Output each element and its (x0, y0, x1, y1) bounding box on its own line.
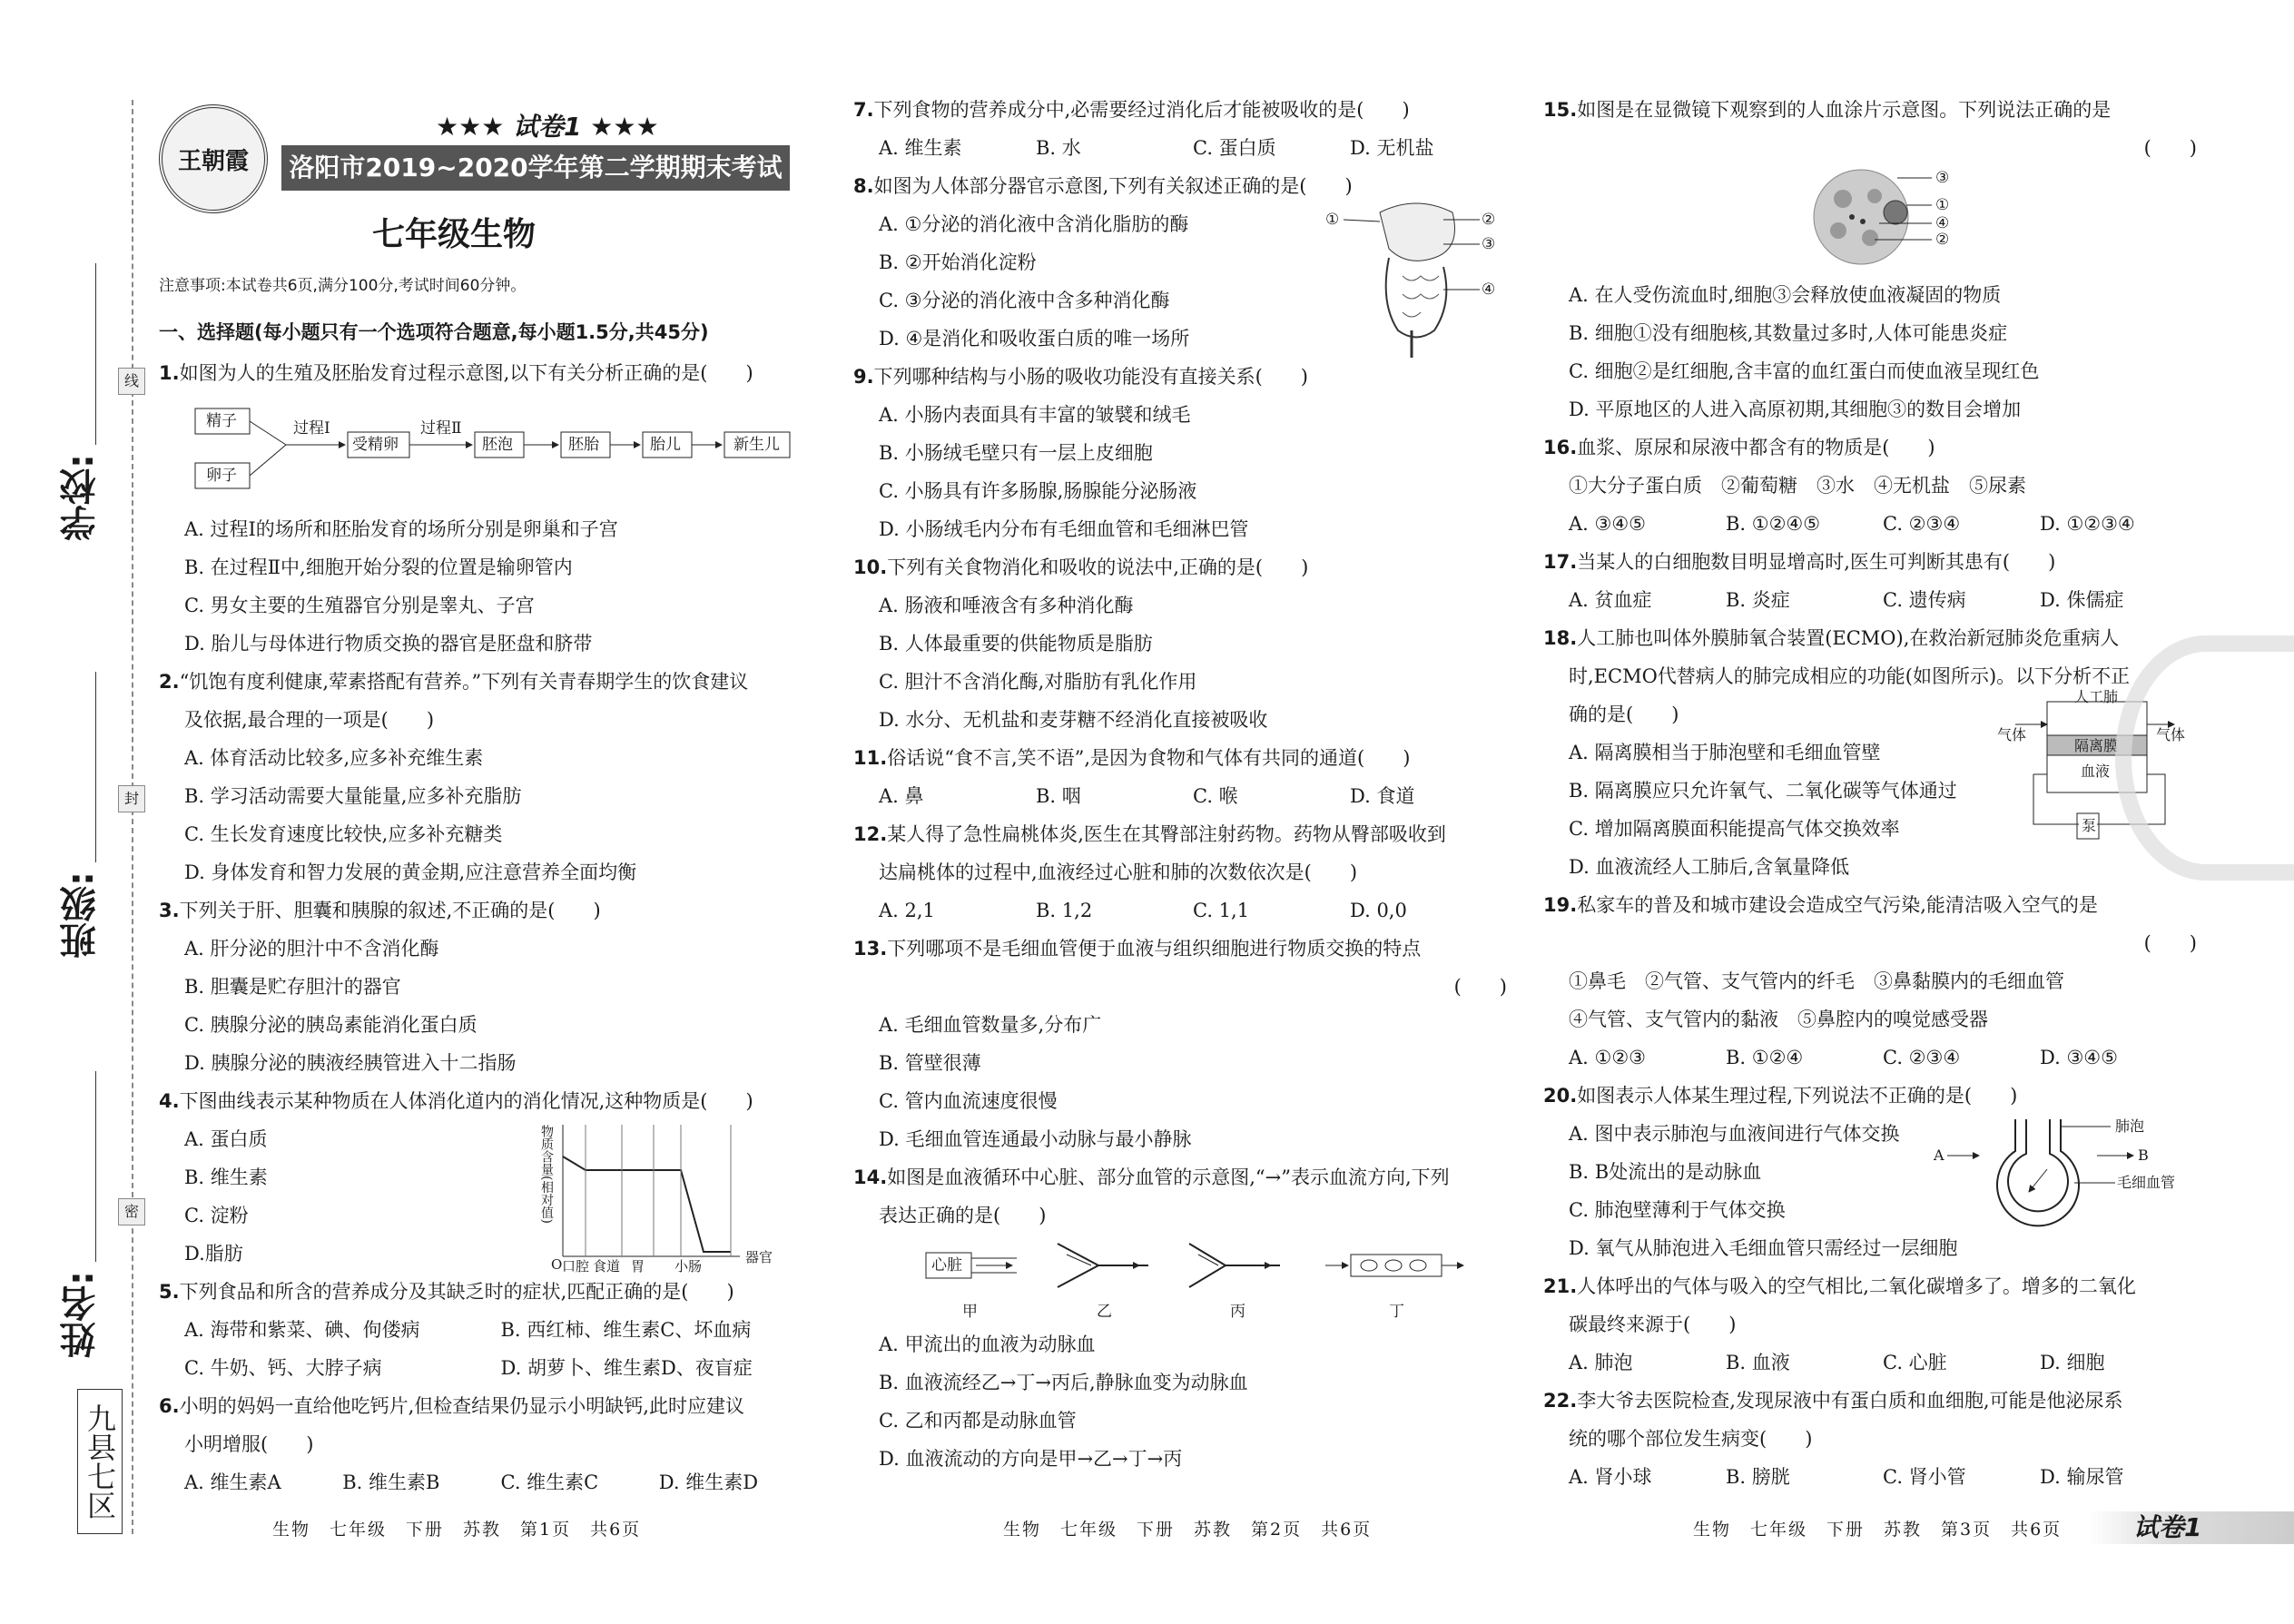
q20-option-a: A. 图中表示肺泡与血液间进行气体交换 (1569, 1123, 1900, 1145)
q8-option-a: A. ①分泌的消化液中含消化脂肪的酶 (879, 213, 1189, 235)
q2-stem-cont: 及依据,最合理的一项是( ) (184, 709, 435, 731)
q19-option-b: B. ①②④ (1726, 1047, 1804, 1068)
q4-option-b: B. 维生素 (184, 1166, 268, 1188)
q2-option-c: C. 生长发育速度比较快,应多补充糖类 (184, 823, 503, 845)
class-line (95, 672, 96, 862)
q10-option-a: A. 肠液和唾液含有多种消化酶 (879, 595, 1134, 616)
school-line (95, 263, 96, 445)
question-12: 12.某人得了急性扁桃体炎,医生在其臀部注射药物。药物从臀部吸收到 (853, 823, 1446, 845)
question-1: 1.如图为人的生殖及胚胎发育过程示意图,以下有关分析正确的是( ) (159, 362, 753, 384)
q8-figure (1325, 194, 1507, 362)
q18-option-a: A. 隔离膜相当于肺泡壁和毛细血管壁 (1569, 742, 1881, 763)
q6-option-a: A. 维生素A (184, 1471, 281, 1493)
q4-ylabel: 物质含量(相对值) (539, 1125, 554, 1224)
q13-paren: ( ) (1453, 976, 1507, 998)
question-18: 18.人工肺也叫体外膜肺氧合装置(ECMO),在救治新冠肺炎危重病人 (1543, 627, 2120, 649)
q4-x-stomach: 胃 (631, 1258, 645, 1275)
fig-newborn: 新生儿 (733, 436, 780, 454)
question-22: 22.李大爷去医院检查,发现尿液中有蛋白质和血细胞,可能是他泌尿系 (1543, 1390, 2123, 1412)
notice: 注意事项:本试卷共6页,满分100分,考试时间60分钟。 (159, 277, 527, 295)
name-label: 姓名: (60, 1271, 102, 1358)
name-line (95, 1071, 96, 1262)
q10-option-b: B. 人体最重要的供能物质是脂肪 (879, 633, 1153, 655)
question-19: 19.私家车的普及和城市建设会造成空气污染,能清洁吸入空气的是 (1543, 894, 2098, 916)
q13-option-d: D. 毛细血管连通最小动脉与最小静脉 (879, 1128, 1192, 1150)
question-20: 20.如图表示人体某生理过程,下列说法不正确的是( ) (1543, 1085, 2018, 1107)
q16-option-c: C. ②③④ (1883, 513, 1961, 535)
question-15: 15.如图是在显微镜下观察到的人血涂片示意图。下列说法正确的是 (1543, 99, 2112, 121)
q18-option-c: C. 增加隔离膜面积能提高气体交换效率 (1569, 818, 1900, 840)
question-16: 16.血浆、原尿和尿液中都含有的物质是( ) (1543, 437, 1935, 458)
column-3 (1543, 91, 2197, 1496)
question-14: 14.如图是血液循环中心脏、部分血管的示意图,“→”表示血流方向,下列 (853, 1166, 1450, 1188)
q12-option-a: A. 2,1 (879, 900, 935, 921)
q6-option-d: D. 维生素D (658, 1471, 759, 1493)
q6-option-b: B. 维生素B (342, 1471, 440, 1493)
q8-option-d: D. ④是消化和吸收蛋白质的唯一场所 (879, 328, 1190, 349)
footer-page-2: 生物 七年级 下册 苏教 第2页 共6页 (1003, 1520, 1373, 1540)
q14-label-ding: 丁 (1389, 1303, 1404, 1321)
q17-option-c: C. 遗传病 (1883, 589, 1966, 611)
fig-egg: 卵子 (206, 467, 237, 485)
seal-mark-xian: 线 (118, 368, 145, 395)
question-9: 9.下列哪种结构与小肠的吸收功能没有直接关系( ) (853, 366, 1308, 388)
footer-page-1: 生物 七年级 下册 苏教 第1页 共6页 (272, 1520, 642, 1540)
q3-option-c: C. 胰腺分泌的胰岛素能消化蛋白质 (184, 1014, 478, 1036)
seal-mark-feng: 封 (118, 785, 145, 812)
q16-option-b: B. ①②④⑤ (1726, 513, 1821, 535)
q14-stem-cont: 表达正确的是( ) (879, 1205, 1047, 1226)
q18-blood: 血液 (2081, 763, 2111, 780)
q4-x-unit: 器官 (745, 1249, 773, 1265)
fig-sperm: 精子 (206, 412, 237, 430)
district-box (77, 1389, 123, 1534)
q15-marker-4: ④ (1935, 214, 1950, 232)
q2-option-a: A. 体育活动比较多,应多补充维生素 (184, 747, 484, 769)
q4-x-oral: 口腔 (562, 1258, 590, 1275)
q11-options (853, 777, 1507, 815)
q21-option-b: B. 血液 (1726, 1352, 1790, 1373)
q20-label-a: A (1934, 1147, 1944, 1164)
q21-stem-cont: 碳最终来源于( ) (1569, 1314, 1737, 1335)
district-label: 九县七区 (83, 1403, 117, 1520)
q9-option-a: A. 小肠内表面具有丰富的皱襞和绒毛 (879, 404, 1191, 426)
q5-option-d: D. 胡萝卜、维生素D、夜盲症 (500, 1357, 753, 1379)
fig-blastula: 胚泡 (482, 436, 513, 454)
q21-option-a: A. 肺泡 (1569, 1352, 1633, 1373)
q18-stem-cont-2: 确的是( ) (1569, 704, 1679, 725)
exam-title (281, 145, 790, 228)
q3-option-b: B. 胆囊是贮存胆汁的器官 (184, 976, 401, 998)
logo (159, 104, 268, 213)
q4-figure (522, 1120, 812, 1275)
q5-option-c: C. 牛奶、钙、大脖子病 (184, 1357, 382, 1379)
q6-stem-cont: 小明增服( ) (184, 1433, 314, 1455)
q22-options (1543, 1458, 2197, 1496)
question-13: 13.下列哪项不是毛细血管便于血液与组织细胞进行物质交换的特点 (853, 938, 1422, 960)
q22-stem-cont: 统的哪个部位发生病变( ) (1569, 1428, 1813, 1450)
q7-options (853, 129, 1507, 167)
q12-options (853, 891, 1507, 930)
q18-stem-cont-1: 时,ECMO代替病人的肺完成相应的功能(如图所示)。以下分析不正 (1569, 665, 2131, 687)
q4-option-c: C. 淀粉 (184, 1205, 249, 1226)
question-2: 2.“饥饱有度利健康,荤素搭配有营养。”下列有关青春期学生的饮食建议 (159, 671, 749, 693)
q14-option-b: B. 血液流经乙→丁→丙后,静脉血变为动脉血 (879, 1372, 1248, 1393)
q8-option-c: C. ③分泌的消化液中含多种消化酶 (879, 290, 1170, 311)
class-label: 班级: (60, 871, 102, 959)
q20-alveolus-label: 肺泡 (2115, 1117, 2145, 1135)
q18-pump: 泵 (2082, 817, 2097, 834)
q20-label-b: B (2138, 1147, 2149, 1164)
watermark-seal (2115, 635, 2294, 881)
q9-option-c: C. 小肠具有许多肠腺,肠腺能分泌肠液 (879, 480, 1197, 502)
q16-items: ①大分子蛋白质 ②葡萄糖 ③水 ④无机盐 ⑤尿素 (1569, 475, 2026, 497)
section-heading: 一、选择题(每小题只有一个选项符合题意,每小题1.5分,共45分) (159, 321, 709, 343)
q12-option-c: C. 1,1 (1193, 900, 1250, 921)
q8-marker-3: ③ (1482, 235, 1496, 253)
q17-option-b: B. 炎症 (1726, 589, 1790, 611)
q20-option-b: B. B处流出的是动脉血 (1569, 1161, 1762, 1183)
q6-options (159, 1463, 817, 1501)
q15-option-d: D. 平原地区的人进入高原初期,其细胞③的数目会增加 (1569, 399, 2022, 420)
q11-option-a: A. 鼻 (879, 785, 924, 807)
column-2 (853, 91, 1507, 1478)
subject-title: 七年级生物 (372, 216, 537, 253)
q11-option-c: C. 喉 (1193, 785, 1238, 807)
q17-option-d: D. 侏儒症 (2040, 589, 2124, 611)
q15-option-c: C. 细胞②是红细胞,含丰富的血红蛋白而使血液呈现红色 (1569, 360, 2040, 382)
q19-options (1543, 1038, 2197, 1077)
q1-option-a: A. 过程Ⅰ的场所和胚胎发育的场所分别是卵巢和子宫 (184, 518, 618, 540)
q1-figure (159, 392, 817, 510)
q20-option-d: D. 氧气从肺泡进入毛细血管只需经过一层细胞 (1569, 1237, 1958, 1259)
q19-option-d: D. ③④⑤ (2040, 1047, 2118, 1068)
q18-option-b: B. 隔离膜应只允许氧气、二氧化碳等气体通过 (1569, 780, 1957, 802)
seal-mark-mi: 密 (118, 1198, 145, 1225)
q12-option-d: D. 0,0 (1350, 900, 1407, 921)
q12-option-b: B. 1,2 (1036, 900, 1093, 921)
q22-option-a: A. 肾小球 (1569, 1466, 1652, 1488)
q19-option-a: A. ①②③ (1569, 1047, 1646, 1068)
q1-option-c: C. 男女主要的生殖器官分别是睾丸、子宫 (184, 595, 535, 616)
q11-option-b: B. 咽 (1036, 785, 1081, 807)
q13-option-a: A. 毛细血管数量多,分布广 (879, 1014, 1102, 1036)
q4-option-a: A. 蛋白质 (184, 1128, 268, 1150)
q1-option-b: B. 在过程Ⅱ中,细胞开始分裂的位置是输卵管内 (184, 556, 573, 578)
column-1 (159, 354, 817, 1501)
question-6: 6.小明的妈妈一直给他吃钙片,但检查结果仍显示小明缺钙,此时应建议 (159, 1395, 744, 1417)
q6-option-c: C. 维生素C (500, 1471, 599, 1493)
q8-option-b: B. ②开始消化淀粉 (879, 251, 1037, 273)
question-7: 7.下列食物的营养成分中,必需要经过消化后才能被吸收的是( ) (853, 99, 1410, 121)
q14-figure (853, 1235, 1507, 1325)
question-11: 11.俗话说“食不言,笑不语”,是因为食物和气体有共同的通道( ) (853, 747, 1411, 769)
q15-paren: ( ) (2143, 137, 2197, 159)
fig-fetus: 胎儿 (650, 436, 681, 454)
q22-option-d: D. 输尿管 (2040, 1466, 2124, 1488)
logo-text: 王朝霞 (177, 147, 249, 175)
q11-option-d: D. 食道 (1350, 785, 1415, 807)
q14-option-c: C. 乙和丙都是动脉血管 (879, 1410, 1077, 1432)
q16-options (1543, 505, 2197, 543)
q21-options (1543, 1343, 2197, 1382)
q15-marker-2: ② (1935, 231, 1950, 249)
question-5: 5.下列食品和所含的营养成分及其缺乏时的症状,匹配正确的是( ) (159, 1281, 734, 1303)
q9-option-d: D. 小肠绒毛内分布有毛细血管和毛细淋巴管 (879, 518, 1249, 540)
q14-option-a: A. 甲流出的血液为动脉血 (879, 1334, 1096, 1355)
q17-options (1543, 581, 2197, 619)
q19-option-c: C. ②③④ (1883, 1047, 1961, 1068)
question-3: 3.下列关于肝、胆囊和胰腺的叙述,不正确的是( ) (159, 900, 601, 921)
question-8: 8.如图为人体部分器官示意图,下列有关叙述正确的是( ) (853, 175, 1353, 197)
q8-marker-1: ① (1325, 211, 1340, 229)
q15-figure (1543, 167, 2197, 276)
q19-items-1: ①鼻毛 ②气管、支气管内的纤毛 ③鼻黏膜内的毛细血管 (1569, 970, 2064, 992)
q2-option-d: D. 身体发育和智力发展的黄金期,应注意营养全面均衡 (184, 861, 637, 883)
q4-x-esophagus: 食道 (593, 1258, 621, 1275)
exam-title-text: 洛阳市2019~2020学年第二学期期末考试试卷 (289, 153, 783, 228)
q4-x-small-intestine: 小肠 (674, 1258, 703, 1275)
question-4: 4.下图曲线表示某种物质在人体消化道内的消化情况,这种物质是( ) (159, 1090, 753, 1112)
q18-gas-out: 气体 (2156, 726, 2186, 743)
q14-label-yi: 乙 (1097, 1303, 1112, 1321)
q16-option-a: A. ③④⑤ (1569, 513, 1646, 535)
q5-option-b: B. 西红柿、维生素C、坏血病 (500, 1319, 752, 1341)
q7-option-d: D. 无机盐 (1350, 137, 1434, 159)
q4-origin: O (551, 1256, 563, 1273)
question-17: 17.当某人的白细胞数目明显增高时,医生可判断其患有( ) (1543, 551, 2056, 573)
school-label: 学校: (60, 454, 102, 541)
q9-option-b: B. 小肠绒毛壁只有一层上皮细胞 (879, 442, 1153, 464)
q15-option-b: B. 细胞①没有细胞核,其数量过多时,人体可能患炎症 (1569, 322, 2008, 344)
q18-membrane: 隔离膜 (2074, 737, 2119, 754)
fig-embryo: 胚胎 (568, 436, 599, 454)
fig-process-2: 过程Ⅱ (420, 419, 462, 438)
q5-options-row2 (159, 1349, 817, 1387)
q14-label-bing: 丙 (1230, 1303, 1245, 1321)
q13-option-b: B. 管壁很薄 (879, 1052, 981, 1074)
q3-option-a: A. 肝分泌的胆汁中不含消化酶 (184, 938, 439, 960)
q20-figure (1915, 1110, 2197, 1237)
cut-line (132, 100, 133, 1534)
q1-option-d: D. 胎儿与母体进行物质交换的器官是胚盘和脐带 (184, 633, 593, 655)
q15-marker-1: ① (1935, 196, 1950, 214)
q18-option-d: D. 血液流经人工肺后,含氧量降低 (1569, 856, 1850, 878)
q13-option-c: C. 管内血流速度很慢 (879, 1090, 1058, 1112)
q19-paren: ( ) (2143, 932, 2197, 954)
q22-option-b: B. 膀胱 (1726, 1466, 1790, 1488)
exam-series: ★★★ 试卷1 ★★★ (436, 112, 659, 142)
q18-gas-in: 气体 (1997, 726, 2027, 743)
digestive-organs-diagram (1325, 194, 1507, 362)
q10-option-d: D. 水分、无机盐和麦芽糖不经消化直接被吸收 (879, 709, 1268, 731)
blood-vessel-diagram (853, 1235, 1507, 1325)
footer-exam-tag (2088, 1511, 2294, 1544)
q15-marker-3: ③ (1935, 169, 1950, 187)
q5-options-row1 (159, 1311, 817, 1349)
q10-option-c: C. 胆汁不含消化酶,对脂肪有乳化作用 (879, 671, 1197, 693)
q7-option-c: C. 蛋白质 (1193, 137, 1276, 159)
q4-option-d: D.脂肪 (184, 1243, 243, 1265)
q15-option-a: A. 在人受伤流血时,细胞③会释放使血液凝固的物质 (1569, 284, 2002, 306)
q7-option-a: A. 维生素 (879, 137, 962, 159)
q17-option-a: A. 贫血症 (1569, 589, 1652, 611)
q14-option-d: D. 血液流动的方向是甲→乙→丁→丙 (879, 1448, 1183, 1470)
q8-marker-2: ② (1482, 211, 1496, 229)
q7-option-b: B. 水 (1036, 137, 1081, 159)
q20-capillary-label: 毛细血管 (2117, 1174, 2176, 1191)
fig-process-1: 过程Ⅰ (293, 419, 330, 438)
question-10: 10.下列有关食物消化和吸收的说法中,正确的是( ) (853, 556, 1309, 578)
q14-heart-label: 心脏 (931, 1256, 962, 1275)
q20-option-c: C. 肺泡壁薄利于气体交换 (1569, 1199, 1786, 1221)
q21-option-c: C. 心脏 (1883, 1352, 1947, 1373)
fig-zygote: 受精卵 (352, 436, 399, 454)
q14-label-jia: 甲 (962, 1303, 978, 1321)
q21-option-d: D. 细胞 (2040, 1352, 2105, 1373)
q3-option-d: D. 胰腺分泌的胰液经胰管进入十二指肠 (184, 1052, 517, 1074)
q8-marker-4: ④ (1482, 281, 1496, 299)
q12-stem-cont: 达扁桃体的过程中,血液经过心脏和肺的次数依次是( ) (879, 861, 1358, 883)
blood-smear-diagram (1543, 167, 2197, 276)
q19-items-2: ④气管、支气管内的黏液 ⑤鼻腔内的嗅觉感受器 (1569, 1009, 1988, 1030)
footer-page-3: 生物 七年级 下册 苏教 第3页 共6页 (1693, 1520, 2063, 1540)
question-21: 21.人体呼出的气体与吸入的空气相比,二氧化碳增多了。增多的二氧化 (1543, 1275, 2136, 1297)
q18-title: 人工肺 (2074, 688, 2119, 705)
q22-option-c: C. 肾小管 (1883, 1466, 1966, 1488)
footer-exam-tag-text: 试卷1 (2133, 1512, 2202, 1542)
q16-option-d: D. ①②③④ (2040, 513, 2135, 535)
q5-option-a: A. 海带和紫菜、碘、佝偻病 (184, 1319, 420, 1341)
q2-option-b: B. 学习活动需要大量能量,应多补充脂肪 (184, 785, 522, 807)
